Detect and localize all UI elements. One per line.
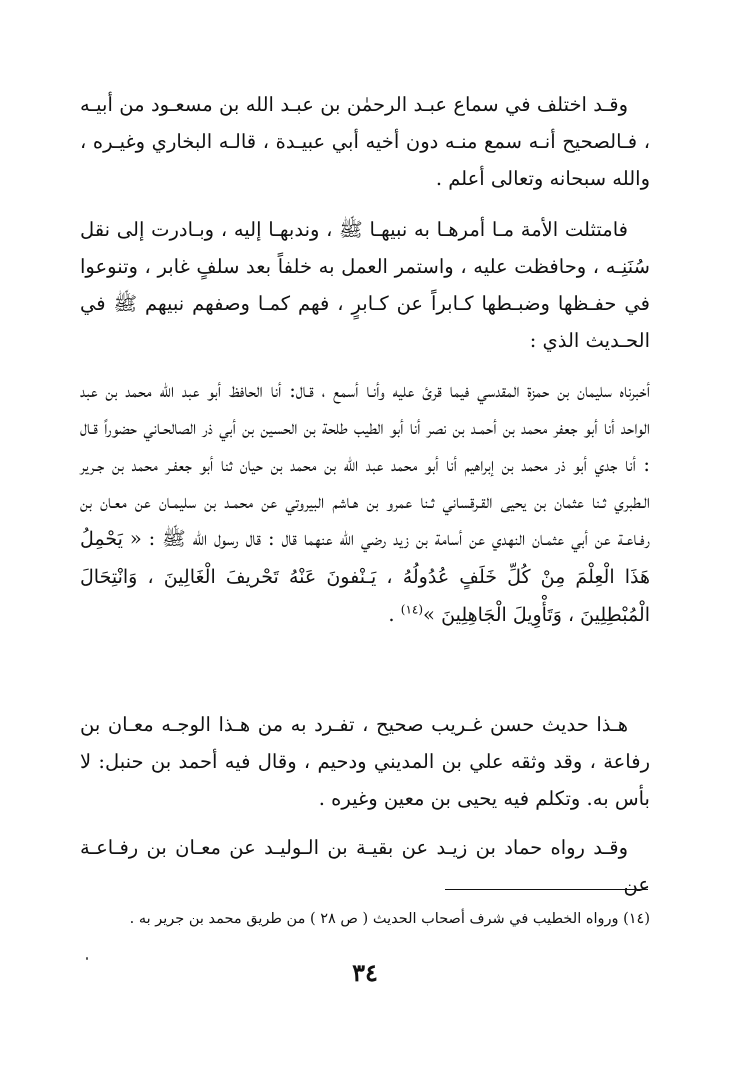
paragraph-isnad-hadith xyxy=(80,372,650,634)
hadith-text: يَحْمِلُ هَذَا الْعِلْمَ مِنْ كُلِّ خَلَفٍ عُدُولُهُ ، يَـنْفونَ عَنْهُ تَحْريفَ الْغَالِينَ ، وَانْتِحَالَ الْمُبْطِلِينَ ، وَتَأْوِيلَ الْجَاهِلِينَ xyxy=(80,528,650,626)
footnote-divider xyxy=(445,889,648,890)
paragraph-chain-note: وقـد اختلف في سماع عبـد الرحمٰن بن عبـد الله بن مسعـود من أبيـه ، فـالصحيح أنـه سمع منـه دون أخيه أبي عبيـدة ، قالـه البخاري وغيـره ، والله سبحانه وتعالى أعلم . xyxy=(80,93,650,190)
paragraph-other-chain: وقـد رواه حماد بن زيـد عن بقيـة بن الـوليـد عن معـان بن رفـاعـة عن xyxy=(80,836,650,896)
footnote-reference: (١٤) xyxy=(400,602,424,617)
paragraph-hadith-grading: هـذا حديث حسن غـريب صحيح ، تفـرد به من هـذا الوجـه معـان بن رفاعة ، وقد وثقه علي بن المديني ودحيم ، وقال فيه أحمد بن حنبل: لا بأس به. وتكلم فيه يحيى بن معين وغيره . xyxy=(80,713,650,810)
paragraph-umma-sunna: فامتثلت الأمة مـا أمرهـا به نبيهـا ﷺ ، وندبهـا إليه ، وبـادرت إلى نقل سُنَنِـه ، وحافظت عليه ، واستمر العمل به خلفاً بعد سلفٍ غابر ، وتنوعوا في حفـظها وضبـطها كـابراً عن كـابرٍ ، فهم كمـا وصفهم نبيهم ﷺ في الحـديث الذي : xyxy=(80,218,650,352)
page-number: ٣٤ xyxy=(352,958,378,987)
sentence-end: . xyxy=(388,603,401,626)
isnad-text: أخبرناه سليمان بن حمزة المقدسي فيما قرئ عليه وأنـا أسمع ، قـال: أنا الحافظ أبو عبد الله محمد بن عبد الواحد أنا أبو جعفر محمد بن أحمـد بن نصر أنا أبو الطيب طلحة بن الحسين بن أبي ذر الصالحـاني حضوراً قـال : أنا جدي أبو ذر محمد بن إبراهيم أنا أبو محمد عبد الله بن محمد بن حيان ثنا أبو جعفـر محمد بن جـرير الـطبري ثـنا عثمان بن يحيى القـرقساني ثـنا عمرو بن هـاشم البيروتي عن محمـد بن سليمـان عن معـان بن رفـاعـة عن أبي عثمـان النهدي عن أسامة بن زيد رضي الله عنهما قال : قال رسول الله ﷺ : « xyxy=(80,379,650,550)
hadith-close-quote: » xyxy=(423,603,435,626)
footnote-14: (١٤) ورواه الخطيب في شرف أصحاب الحديث ( ص ٢٨ ) من طريق محمد بن جرير به . xyxy=(129,911,650,927)
